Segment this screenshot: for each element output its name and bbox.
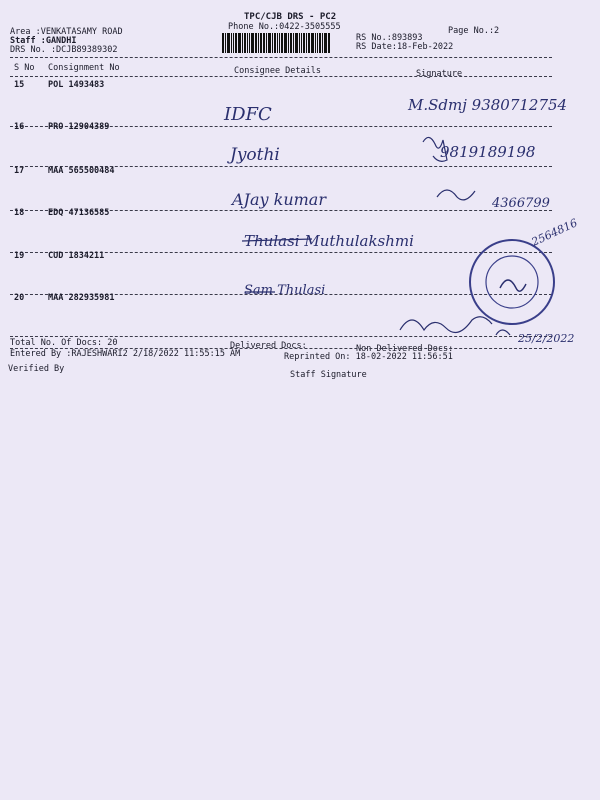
consignee-handwriting: AJay kumar [232,190,326,209]
column-header-signature: Signature [416,69,463,79]
row-consignment: CUD 1834211 [48,251,105,261]
phone-number: Phone No.:0422-3505555 [228,22,341,32]
row-sno: 19 [14,251,25,261]
row-consignment: EDQ 47136585 [48,208,110,218]
reprinted-on: Reprinted On: 18-02-2022 11:56:51 [284,352,453,362]
row-sno: 15 [14,80,25,90]
signature-handwriting: M.Sdmj 9380712754 [408,96,568,114]
verified-by: Verified By [8,364,65,374]
column-header-sno: S No [14,63,35,73]
row-consignment: MAA 565500484 [48,166,115,176]
signature-handwriting: 4366799 [492,196,550,211]
company-stamp-icon [466,236,558,328]
consignee-handwriting: Thulasi Muthulakshmi [244,232,414,250]
staff-signature: Staff Signature [290,370,367,380]
area-field: Area :VENKATASAMY ROAD [10,27,123,37]
staff-field: Staff :GANDHI [10,36,77,46]
delivered-docs: Delivered Docs: [230,341,307,351]
consignee-handwriting: Jyothi [230,145,280,165]
row-consignment: MAA 282935981 [48,293,115,303]
row-sno: 20 [14,293,25,303]
row-sno: 17 [14,166,25,176]
signature-date-handwriting: 25/2/2022 [518,332,575,345]
row-sno: 18 [14,208,25,218]
row-consignment: PRO 12904389 [48,122,110,132]
total-docs: Total No. Of Docs: 20 [10,338,118,348]
column-header-consignment: Consignment No [48,63,120,73]
consignee-handwriting: IDFC [224,104,272,125]
entered-by: Entered By :RAJESHWARI2 2/18/2022 11:55:15 AM [10,349,241,359]
document-title: TPC/CJB DRS - PC2 [244,12,337,22]
drs-number: DRS No. :DCJB89389302 [10,45,118,55]
row-sno: 16 [14,122,25,132]
page-number: Page No.:2 [448,26,500,36]
rs-number: RS No.:893893 [356,33,423,43]
signature-handwriting: 9819189198 [440,143,536,161]
non-delivered-docs: Non Delivered Docs: [356,344,454,354]
row-consignment: POL 1493483 [48,80,105,90]
consignee-handwriting: Sam Thulasi [244,283,326,298]
column-header-consignee: Consignee Details [234,66,321,76]
signature-handwriting: 2564816 [529,216,580,249]
rs-date: RS Date:18-Feb-2022 [356,42,454,52]
